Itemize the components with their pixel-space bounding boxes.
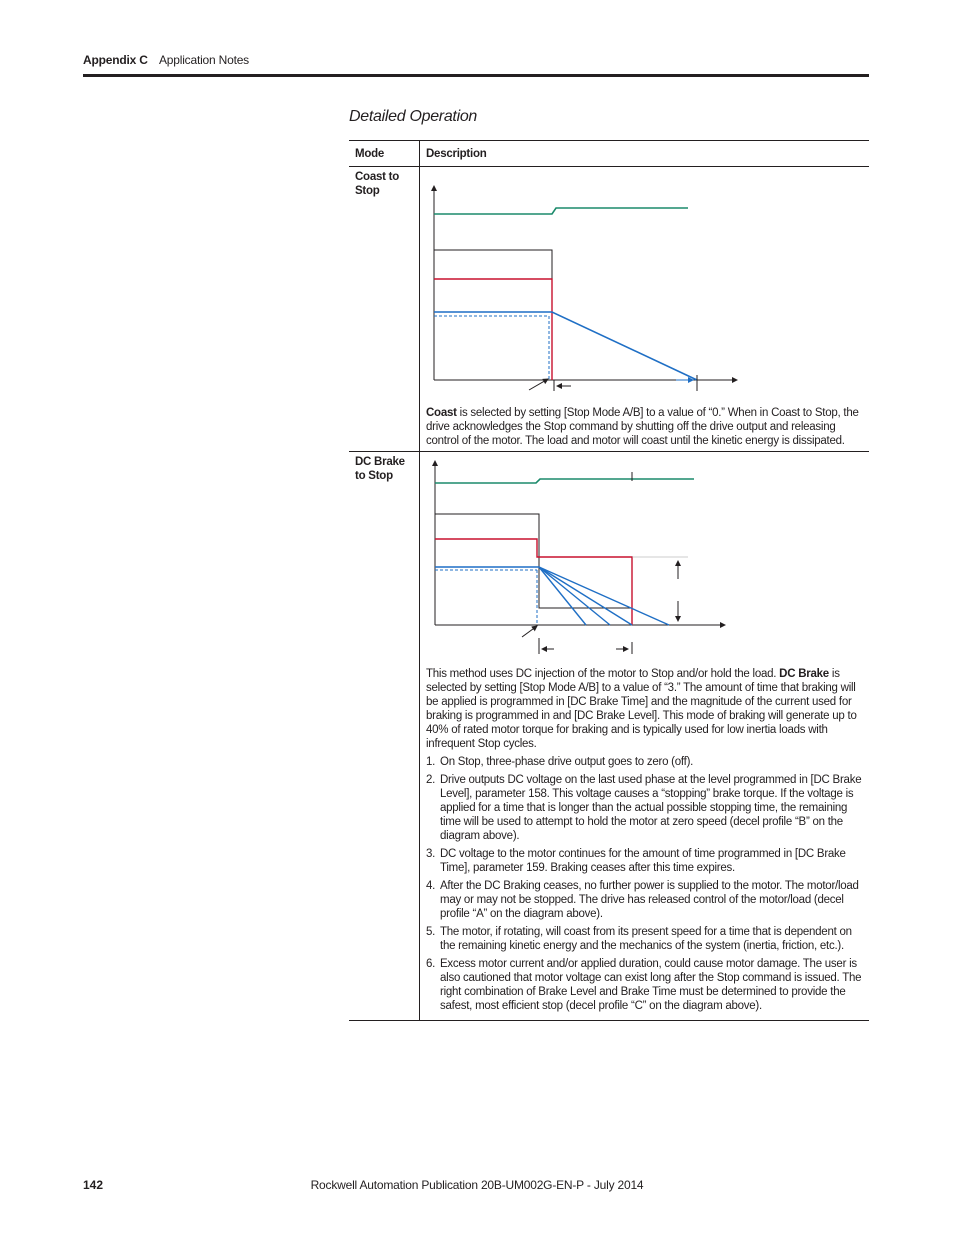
step-number: 5.: [426, 926, 436, 938]
step-text: DC voltage to the motor continues for the amount of time programmed in [DC Brake Time], parameter 159. Braking ceases after this time expires.: [440, 848, 846, 874]
description-cell: [420, 452, 870, 1021]
list-item: [426, 925, 863, 953]
step-number: 1.: [426, 756, 436, 768]
decel-profile-line: [539, 567, 669, 625]
list-item: [426, 847, 863, 875]
dc-brake-keyword: DC Brake: [779, 668, 829, 680]
table-header-row: [349, 141, 869, 167]
step-number: 2.: [426, 774, 436, 786]
stop-modes-table: [349, 140, 869, 1021]
list-item: [426, 879, 863, 921]
list-item: [426, 957, 863, 1013]
step-text: Drive outputs DC voltage on the last used phase at the level programmed in [DC Brake Level], parameter 158. This voltage causes a “stopping” brake torque. If the voltage is applied for a time that is longer than the actual possible stopping time, the remaining time will be used to attempt to hold the motor at zero speed (decel profile “B” on the diagram above).: [440, 774, 862, 842]
mode-cell: [349, 167, 420, 452]
dc-brake-to-stop-diagram: [426, 455, 756, 663]
coast-description: [426, 406, 863, 448]
red-signal-line: [434, 279, 552, 380]
section-label: Application Notes: [159, 53, 249, 67]
step-number: 3.: [426, 848, 436, 860]
table-row: [349, 452, 869, 1021]
dc-brake-description: [426, 667, 863, 1013]
green-signal-line: [435, 479, 694, 483]
mode-cell: [349, 452, 420, 1021]
stop-command-pointer: [522, 626, 537, 637]
decel-profile-line: [539, 567, 610, 625]
black-signal-line: [434, 250, 552, 380]
step-text: After the DC Braking ceases, no further power is supplied to the motor. The motor/load may or may not be stopped. The drive has released control of the motor/load (decel profile “A” on the diagram above).: [440, 880, 859, 920]
coast-description-text: is selected by setting [Stop Mode A/B] to a value of “0.” When in Coast to Stop, the drive acknowledges the Stop command by shutting off the drive output and releasing control of the motor. The load and motor will coast until the kinetic energy is dissipated.: [426, 407, 859, 447]
appendix-label: Appendix C: [83, 53, 148, 67]
coast-to-stop-diagram: [426, 170, 756, 402]
list-item: [426, 755, 863, 769]
running-header: [83, 53, 249, 67]
description-cell: [420, 167, 870, 452]
column-header-mode: Mode: [349, 141, 420, 167]
page-number: 142: [83, 1178, 104, 1192]
blue-speed-line: [434, 312, 697, 380]
step-number: 4.: [426, 880, 436, 892]
step-text: On Stop, three-phase drive output goes to zero (off).: [440, 756, 694, 768]
mode-name: DC Brake to Stop: [355, 456, 405, 482]
stop-command-pointer: [529, 379, 548, 390]
dc-brake-description-text: is selected by setting [Stop Mode A/B] to a value of “3.” The amount of time that braking will be applied is programmed in [DC Brake Time] and the magnitude of the current used for braking is programmed in and [DC Brake Level]. This mode of braking will generate up to 40% of rated motor torque for braking and is typically used for low inertia loads with infrequent Stop cycles.: [426, 668, 857, 750]
step-number: 6.: [426, 958, 436, 970]
dc-brake-steps-list: [426, 755, 863, 1013]
step-text: The motor, if rotating, will coast from its present speed for a time that is dependent on the remaining kinetic energy and the mechanics of the system (inertia, friction, etc.).: [440, 926, 852, 952]
coast-keyword: Coast: [426, 407, 457, 419]
step-text: Excess motor current and/or applied duration, could cause motor damage. The user is also cautioned that motor voltage can exist long after the Stop command is issued. The right combination of Brake Level and Brake Time must be determined to provide the safest, most efficient stop (decel profile “C” on the diagram above).: [440, 958, 862, 1012]
decel-profile-line: [539, 567, 586, 625]
header-rule: [83, 74, 869, 77]
table-row: [349, 167, 869, 452]
publication-footer: Rockwell Automation Publication 20B-UM002G-EN-P - July 2014: [310, 1178, 644, 1192]
column-header-description: Description: [420, 141, 870, 167]
green-signal-line: [434, 208, 688, 214]
list-item: [426, 773, 863, 843]
black-signal-line: [435, 514, 632, 625]
dc-brake-intro-text: This method uses DC injection of the motor to Stop and/or hold the load.: [426, 668, 780, 680]
red-signal-line: [435, 539, 632, 625]
mode-name: Coast to Stop: [355, 171, 399, 197]
decel-profile-line: [539, 567, 632, 625]
section-title: Detailed Operation: [349, 108, 478, 125]
